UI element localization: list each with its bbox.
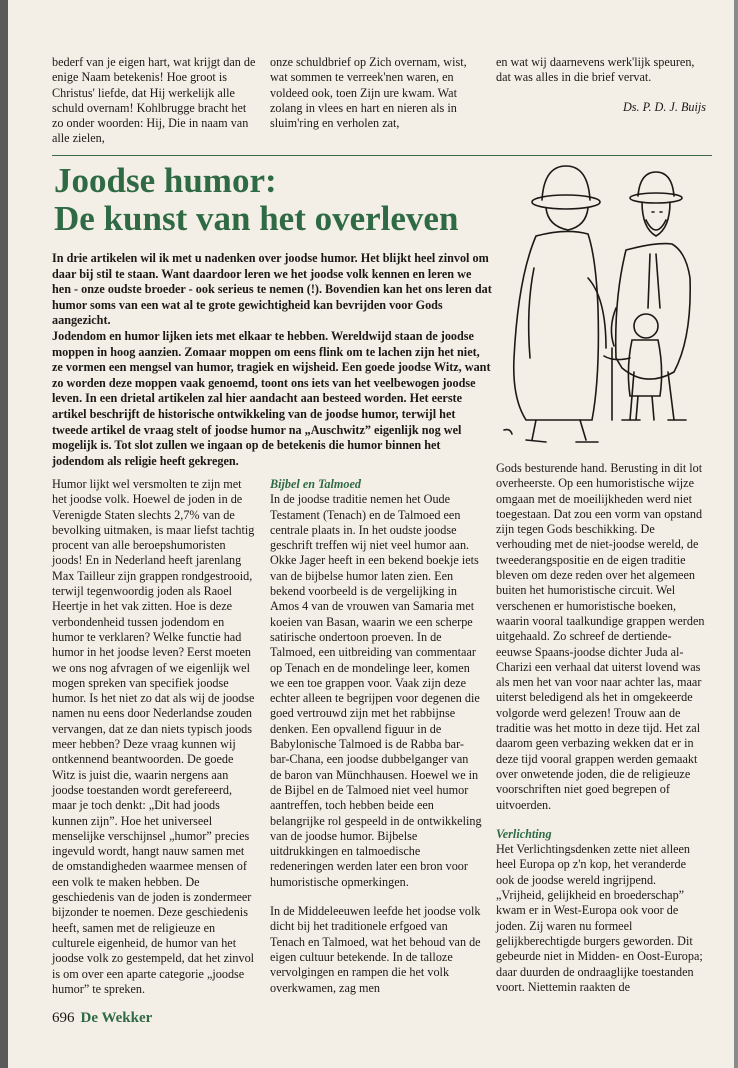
body-column-1 xyxy=(52,477,257,997)
left-man-coat xyxy=(514,231,599,420)
section-heading-verlichting: Verlichting xyxy=(496,826,552,841)
intro-paragraph-1: In drie artikelen wil ik met u nadenken over joodse humor. Het blijkt heel zinvol om daar bij stil te staan. Want daardoor leren we het joodse volk kennen en leren we hen - onze oudste broeder - ook serieus te nemen (!). Bovendien kan het ons leren dat humor soms van een wat al te grote gewichtigheid kan bevrijden voor Gods aangezicht. xyxy=(52,251,492,328)
article-intro xyxy=(52,251,492,469)
right-man-face xyxy=(642,202,670,236)
body-column-3-paragraph-2: Het Verlichtingsdenken zette niet alleen heel Europa op z'n kop, het veranderde ook de joodse wereld ingrijpend. „Vrijheid, gelijkheid en broederschap” kwam er in West-Europa ook voor de joden. Zij waren nu formeel gelijkberechtigde burgers geworden. Dit gebeurde niet in Midden- en Oost-Europa; daar duurden de ondraaglijke toestanden voort. Niettemin raakten de xyxy=(496,842,703,994)
page-number: 696 xyxy=(52,1010,75,1026)
top-column-3-text: en wat wij daarnevens werk'lijk speuren, dat was alles in die brief vervat. xyxy=(496,55,695,85)
body-column-2 xyxy=(270,477,482,996)
scan-edge-left xyxy=(0,0,8,1068)
top-column-2 xyxy=(270,55,480,131)
body-column-1-text: Humor lijkt wel versmolten te zijn met het joodse volk. Hoewel de joden in de Verenigde Staten slechts 2,7% van de bevolking uitmaken, is maar liefst tachtig procent van alle beroepshumoristen joods! En in Nederland heeft jarenlang Max Tailleur zijn grappen rondgestrooid, terwijl tegenwoordig joden als Raoel Heertje in het vak zitten. Hoe is deze verbondenheid tussen jodendom en humor te verklaren? Welke functie had humor in het joodse leven? Eerst moeten we ons nog afvragen of we eigenlijk wel mogen spreken van specifiek joodse humor. Is het niet zo dat als wij de joodse namen nu eens door Nederlandse zouden vervangen, dat ze dan niets typisch joods meer hebben? Deze vraag kunnen wij ontkennend beantwoorden. De goede Witz is juist die, waarin nergens aan joodse toestanden wordt gerefereerd, maar je toch denkt: „Dit had joods kunnen zijn”. Hoe het universeel menselijke verschijnsel „humor” precies ingevuld wordt, hangt nauw samen met de omstandigheden waarmee mensen of een volk te maken hebben. De geschiedenis van de joden is zondermeer bijzonder te noemen. Deze geschiedenis heeft, samen met de religieuze en culturele eigenheid, de humor van het joodse volk zo gestempeld, dat het zinvol is om over een aparte categorie „joodse humor” te spreken. xyxy=(52,477,255,996)
body-column-2-paragraph-2: In de Middeleeuwen leefde het joodse volk dicht bij het traditionele erfgoed van Tenach en Talmoed, wat het behoud van de eigen cultuur betekende. In de talloze vervolgingen en rampen die het volk overkwamen, zag men xyxy=(270,904,481,995)
illustration-figures xyxy=(496,158,718,448)
body-column-3-paragraph-1: Gods besturende hand. Berusting in dit lot overheerste. Op een humoristische wijze omgaan met de moeilijkheden werd niet toegestaan. Dat zou een vorm van opstand zijn tegen Gods beschikking. De verhouding met de niet-joodse wereld, de tweederangspositie en de eigen traditie bleven om deze reden over het algemeen buiten het humoristische circuit. Wel verschenen er humoristische boeken, waarin vooral taalkundige grappen werden uitgehaald. Zo schreef de dertiende-eeuwse Spaans-joodse dichter Juda al-Charizi een verhaal dat uiterst lovend was als men het van voor naar achter las, maar uiterst beledigend als het in omgekeerde volgorde werd gelezen! Trouw aan de traditie was het motto in deze tijd. Het zal daarom geen verbazing wekken dat er in deze tijd vooral grappen werden gemaakt over onwetende joden, die de religieuze voorschriften niet goed begrepen of uitvoerden. xyxy=(496,461,705,812)
page-footer xyxy=(52,1010,152,1027)
child-head xyxy=(634,314,658,338)
top-column-1 xyxy=(52,55,257,147)
body-column-2-paragraph-1: In de joodse traditie nemen het Oude Testament (Tenach) en de Talmoed een centrale plaats in. In het oudste joodse geschrift treffen wij niet veel humor aan. Okke Jager heeft in een bekend boekje iets van de bijbelse humor laten zien. Een bekend voorbeeld is de vergelijking in Amos 4 van de vrouwen van Samaria met koeien van Basan, waarin we een scherpe satirische ondertoon proeven. In de Talmoed, een uitbreiding van commentaar op Tenach en de mondelinge leer, komen we een toe grappen voor. Vaak zijn deze echter alleen te begrijpen voor degenen die goed vertrouwd zijn met het rabbijnse denken. Een opvallend figuur in de Babylonische Talmoed is de Rabba bar-bar-Chana, een joodse dubbelganger van de baron van Münchhausen. Hoewel we in de Bijbel en de Talmoed niet veel humor aantreffen, toch hebben beide een belangrijke rol gespeeld in de ontwikkeling van de joodse humor. Bijbelse uitdrukkingen en talmoedische redeneringen werden later een bron voor humoristische opmerkingen. xyxy=(270,492,482,889)
author-signature: Ds. P. D. J. Buijs xyxy=(622,99,706,114)
section-divider xyxy=(52,155,712,156)
intro-paragraph-2: Jodendom en humor lijken iets met elkaar te hebben. Wereldwijd staan de joodse moppen in hoog aanzien. Zomaar moppen om eens flink om te lachen zijn het niet, ze vormen een mengsel van humor, tragiek en wijsheid. Een goede joodse Witz, want zo worden deze moppen vaak genoemd, toont ons iets van het veelbewogen joodse leven. In een drietal artikelen zal hier aandacht aan besteed worden. Het eerste artikel beschrijft de historische ontwikkeling van de joodse humor, terwijl het tweede artikel de vraag stelt of joodse humor na „Auschwitz” eigenlijk nog wel mogelijk is. Tot slot zullen we ingaan op de betekenis die humor binnen het jodendom als religie heeft gekregen. xyxy=(52,328,491,468)
article-title xyxy=(54,162,474,238)
scan-edge-right xyxy=(734,0,738,1068)
section-heading-bijbel-en-talmoed: Bijbel en Talmoed xyxy=(270,477,361,491)
top-column-3 xyxy=(496,55,706,115)
body-column-3 xyxy=(496,461,706,995)
article-title-line-1: Joodse humor: xyxy=(54,161,277,200)
magazine-name: De Wekker xyxy=(80,1010,153,1026)
top-column-1-text: bederf van je eigen hart, wat krijgt dan de enige Naam betekenis! Hoe groot is Christus' liefde, dat Hij werkelijk alle schuld overnam! Kohlbrugge bracht het zo onder woorden: Hij, Die in naam van alle zielen, xyxy=(52,55,256,146)
article-title-line-2: De kunst van het overleven xyxy=(54,199,459,238)
top-column-2-text: onze schuldbrief op Zich overnam, wist, wat sommen te verreek'nen waren, en voldeed ook, toen Zijn ure kwam. Wat zolang in vlees en hart en nieren als in sluim'ring en verholen zat, xyxy=(270,55,467,131)
